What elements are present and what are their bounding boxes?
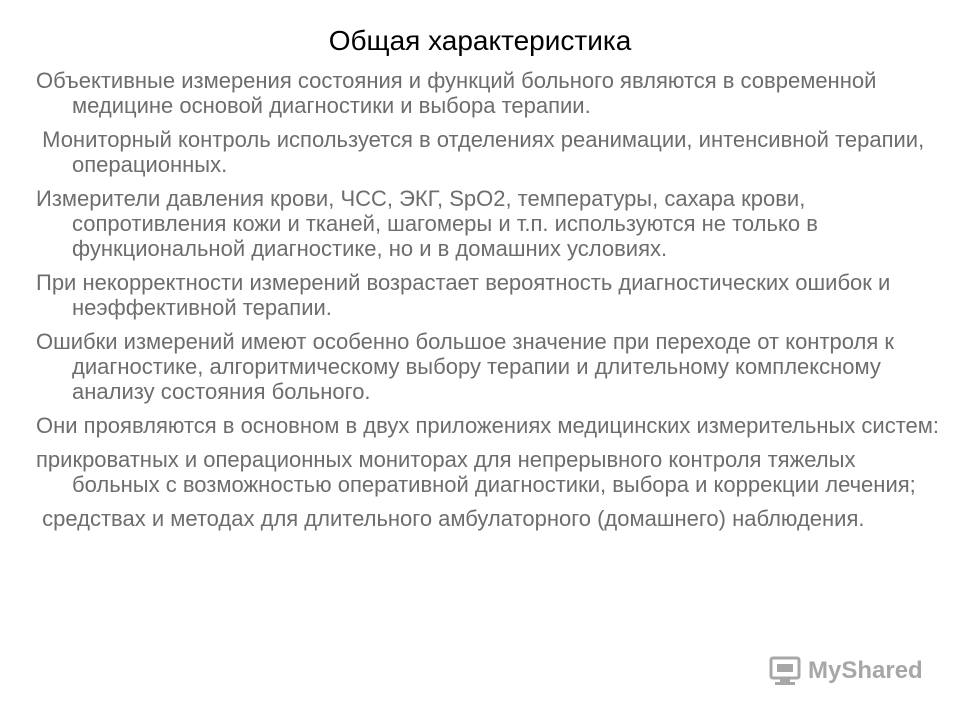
paragraph: Ошибки измерений имеют особенно большое значение при переходе от контроля к диагностике, алгоритмическому выбору терапии и длительному комплексному анализу состояния больного. [36,329,895,404]
paragraph: Измерители давления крови, ЧСС, ЭКГ, SpO2, температуры, сахара крови, сопротивления кожи и тканей, шагомеры и т.п. используются не только в функциональной диагностике, но и в домашних условиях. [36,186,818,261]
paragraph: Они проявляются в основном в двух приложениях медицинских измерительных систем: [36,413,939,438]
myshared-logo-text: MyShared [808,657,923,684]
myshared-watermark [768,654,923,688]
slide-body [36,68,948,540]
slide-title: Общая характеристика [328,25,632,56]
paragraph: Мониторный контроль используется в отделениях реанимации, интенсивной терапии, операционных. [36,127,931,177]
paragraph: прикроватных и операционных мониторах для непрерывного контроля тяжелых больных с возможностью оперативной диагностики, выбора и коррекции лечения; [36,447,916,497]
paragraph: средствах и методах для длительного амбулаторного (домашнего) наблюдения. [36,506,865,531]
myshared-logo-icon [768,654,802,688]
paragraph: При некорректности измерений возрастает вероятность диагностических ошибок и неэффективной терапии. [36,270,891,320]
paragraph: Объективные измерения состояния и функций больного являются в современной медицине основой диагностики и выбора терапии. [36,68,877,118]
